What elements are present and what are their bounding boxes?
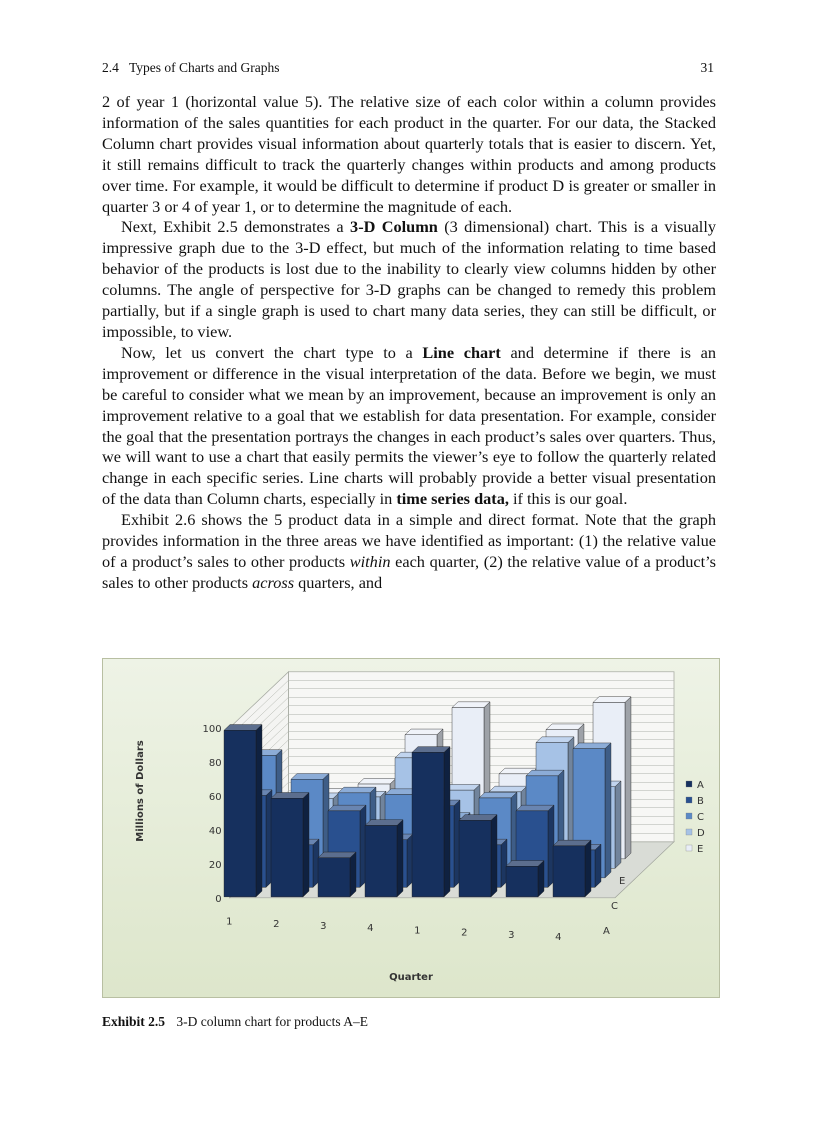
text-run: Exhibit 2.6 shows the 5 product data in a simple and direct format. Note that the graph provides information in the three areas we have identified as important: (1) the relative value of a product’s sales to other products [102, 510, 716, 571]
bar-top [479, 792, 517, 798]
bar-series-A [459, 815, 497, 897]
bar-series-A [365, 820, 403, 897]
legend-label: A [697, 780, 704, 791]
body-text [102, 92, 716, 594]
legend-label: B [697, 796, 704, 807]
bar-front [506, 866, 538, 897]
legend-swatch [686, 781, 692, 787]
x-tick-label: 1 [414, 925, 421, 937]
x-tick-label: 3 [320, 920, 327, 932]
legend-label: E [697, 844, 704, 855]
bar-top [291, 774, 329, 780]
bar-top [553, 840, 591, 846]
page-number: 31 [700, 60, 714, 75]
bar-top [271, 793, 309, 799]
caption-label: Exhibit 2.5 [102, 1014, 166, 1029]
bar-top [405, 729, 443, 735]
y-axis-title: Millions of Dollars [135, 740, 146, 842]
y-tick-label: 0 [215, 893, 222, 905]
bar-top [546, 724, 584, 730]
bar-top [365, 820, 403, 826]
x-tick-label: 3 [508, 929, 515, 941]
bar-top [412, 747, 450, 753]
bar-side [397, 820, 403, 897]
bar-series-A [553, 840, 591, 897]
bar-top [573, 743, 611, 749]
text-run: Line chart [422, 342, 501, 362]
bar-top [489, 786, 527, 792]
bar-front [365, 825, 397, 896]
y-tick-label: 20 [208, 859, 222, 871]
running-head [102, 60, 714, 76]
bar-top [516, 805, 554, 811]
text-run: (3 dimensional) chart. This is a visually impressive graph due to the 3-D effect, but much of the information relating to time based behavior of the products is lost due to the inability to clearly view columns hidden by other columns. The angle of perspective for 3-D graphs can be changed to remedy this problem partially, but if a single graph is used to chart many data series, they can still be difficult, or impossible, to view. [102, 217, 716, 341]
legend-swatch [686, 829, 692, 835]
text-run: and determine if there is an improvement or difference in the visual interpretation of the data. Before we begin, we must be careful to consider what we mean by an improvement, because an improvement is only an improvement relative to a goal that we establish for data presentation. For example, consider the goal that the presentation portrays the changes in each product’s sales over quarters. Thus, we will want to use a chart that easily permits the viewer’s eye to follow the quarterly related change in each specific series. Line charts will probably provide a better visual presentation of the data than Column charts, especially in [102, 342, 717, 509]
product-sales-chart [103, 659, 719, 997]
x-axis-title: Quarter [389, 972, 433, 983]
bar-side [595, 844, 601, 887]
legend-label: D [697, 828, 705, 839]
bar-top [358, 778, 396, 784]
text-run: 2 of year 1 (horizontal value 5). The relative size of each color within a column provides information of the sales quantities for each product in the quarter. For our data, the Stacked Column chart provides visual information about quarterly totals that is easier to discern. Yet, it still remains difficult to track the quarterly changes within products and among products over time. For example, it would be difficult to determine if product D is greater or smaller in quarter 3 or 4 of year 1, or to determine the magnitude of each. [102, 92, 716, 216]
y-tick-label: 60 [208, 791, 222, 803]
bar-side [538, 861, 544, 897]
legend-swatch [686, 797, 692, 803]
bar-top [224, 725, 262, 731]
bar-side [256, 725, 262, 897]
text-run: each quarter, (2) the relative value of a product’s sales to other products [102, 551, 716, 592]
x-tick-label: 1 [226, 916, 233, 928]
bar-front [553, 846, 585, 897]
text-run: Now, let us convert the chart type to a [121, 342, 423, 362]
bar-side [303, 793, 309, 897]
paragraph-3 [102, 343, 716, 510]
bar-series-A [412, 747, 450, 897]
figure-caption [102, 1014, 368, 1030]
text-run: time series data, [396, 489, 509, 509]
bar-top [459, 815, 497, 821]
bar-series-A [271, 793, 309, 897]
legend-swatch [686, 813, 692, 819]
x-tick-label: 4 [367, 923, 374, 935]
chart-figure [102, 658, 720, 998]
y-tick-label: 100 [202, 723, 222, 735]
caption-text: 3-D column chart for products A–E [176, 1014, 368, 1029]
bar-top [338, 787, 376, 793]
bar-side [350, 852, 356, 897]
depth-tick-label: C [611, 901, 618, 912]
bar-top [593, 697, 631, 703]
text-run: 3-D Column [350, 217, 438, 237]
bar-top [452, 702, 490, 708]
x-tick-label: 2 [461, 927, 468, 939]
bar-side [625, 697, 631, 859]
depth-tick-label: A [603, 926, 610, 937]
bar-series-A [224, 725, 262, 897]
text-run: within [349, 551, 391, 571]
paragraph-4 [102, 510, 716, 594]
paragraph-2 [102, 217, 716, 342]
bar-top [328, 805, 366, 811]
legend-label: C [697, 812, 704, 823]
bar-top [536, 737, 574, 743]
bar-side [585, 840, 591, 897]
text-run: if this is our goal. [508, 489, 628, 509]
bar-top [506, 861, 544, 867]
text-run: quarters, and [294, 572, 383, 592]
depth-tick-label: E [619, 876, 626, 887]
section-title: 2.4 Types of Charts and Graphs [102, 60, 280, 75]
bar-side [444, 747, 450, 897]
bar-side [615, 781, 621, 868]
bar-side [491, 815, 497, 897]
bar-series-A [318, 852, 356, 897]
y-tick-label: 80 [208, 757, 222, 769]
bar-front [412, 752, 444, 897]
bar-front [271, 798, 303, 897]
bar-front [224, 730, 256, 897]
legend-swatch [686, 845, 692, 851]
bar-top [318, 852, 356, 858]
bar-front [318, 858, 350, 897]
bar-series-A [506, 861, 544, 897]
text-run: across [252, 572, 295, 592]
bar-side [605, 743, 611, 878]
x-tick-label: 2 [273, 918, 280, 930]
x-tick-label: 4 [555, 931, 562, 943]
bar-front [459, 820, 491, 897]
bar-top [526, 770, 564, 776]
paragraph-1 [102, 92, 716, 217]
y-tick-label: 40 [208, 825, 222, 837]
text-run: Next, Exhibit 2.5 demonstrates a [121, 217, 351, 237]
